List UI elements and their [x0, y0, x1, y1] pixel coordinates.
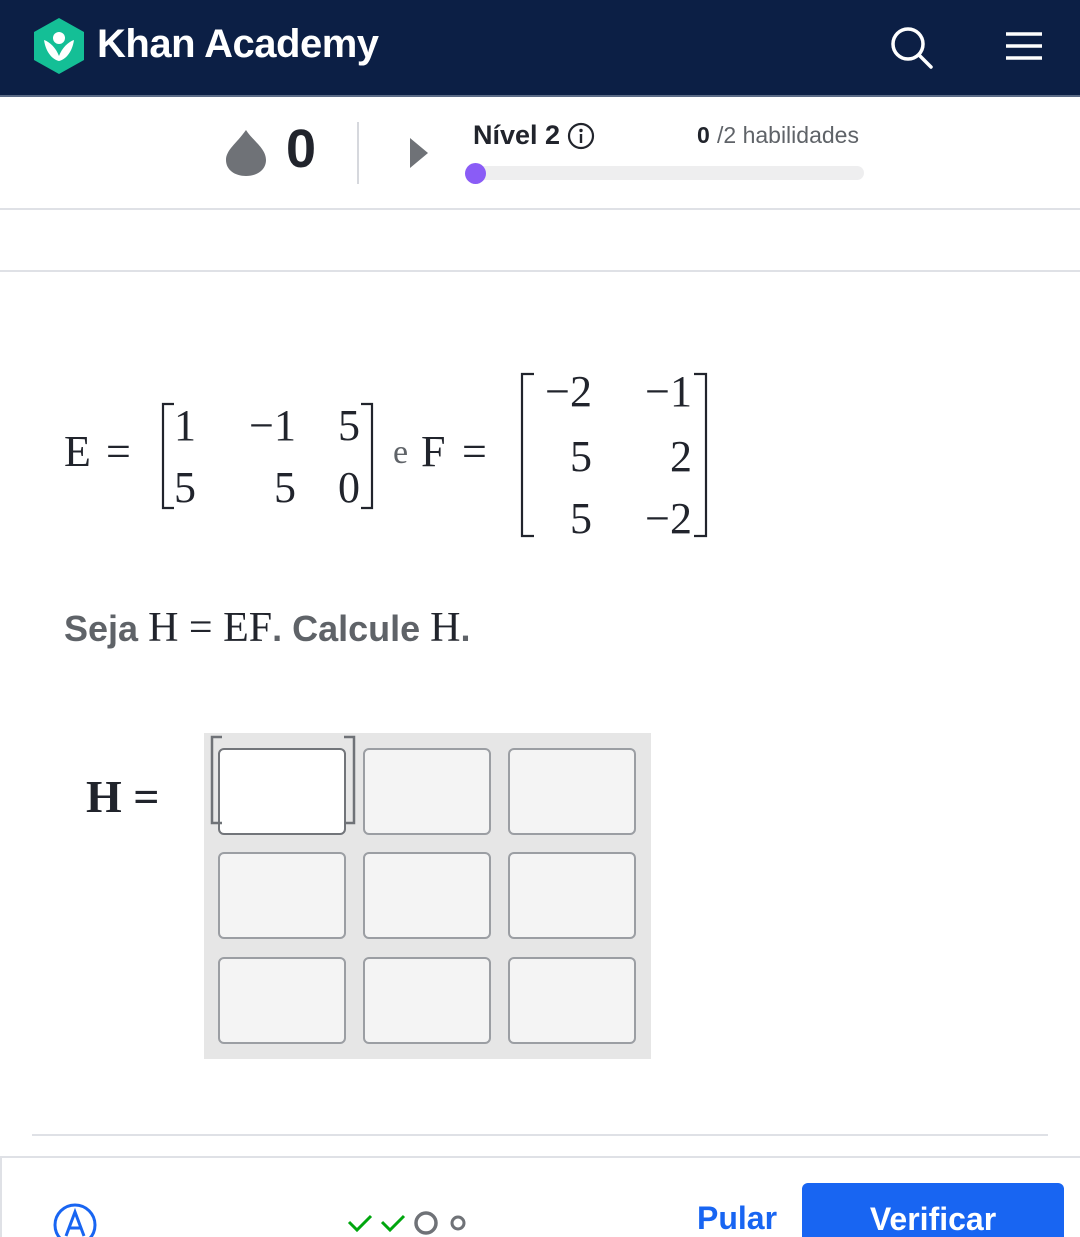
- matrix-f-name: F: [421, 427, 446, 476]
- streak-count: 0: [286, 119, 317, 179]
- check-button[interactable]: Verificar: [802, 1183, 1064, 1237]
- matrix-f-cell: −2: [545, 367, 592, 416]
- matrix-f-cell: 2: [670, 432, 692, 481]
- matrix-e-cell: 1: [174, 401, 196, 450]
- answer-cell-input[interactable]: [218, 852, 346, 939]
- hamburger-menu-icon[interactable]: [998, 24, 1050, 72]
- answer-cell-input[interactable]: [218, 957, 346, 1044]
- answer-cell-input[interactable]: [363, 852, 491, 939]
- progress-strip: [0, 98, 1080, 210]
- level-progress-indicator: [465, 163, 486, 184]
- answer-cell-input[interactable]: [508, 748, 636, 835]
- matrix-f-cell: 5: [570, 432, 592, 481]
- matrix-e-cell: 5: [274, 463, 296, 512]
- section-divider: [0, 270, 1080, 272]
- connector-e: e: [393, 434, 409, 471]
- progress-marks: [346, 1208, 476, 1237]
- statement-suffix: .: [460, 608, 471, 649]
- matrix-e-cell: 0: [338, 463, 360, 512]
- level-progress-bar: [466, 166, 864, 180]
- top-navigation-bar: [0, 0, 1080, 97]
- statement-middle: . Calcule: [272, 608, 431, 649]
- accessibility-a-icon[interactable]: [52, 1202, 98, 1237]
- flame-icon: [224, 128, 268, 176]
- statement-math: H: [430, 605, 461, 651]
- matrix-f-cell: −2: [645, 494, 692, 543]
- problem-statement: [64, 604, 471, 652]
- khan-academy-logo-icon[interactable]: [32, 16, 86, 76]
- equals-sign: =: [462, 427, 487, 476]
- equals-sign: =: [106, 427, 131, 476]
- matrix-e-right-bracket: [359, 402, 375, 510]
- matrix-f-cell: 5: [570, 494, 592, 543]
- answer-matrix-grid: [204, 733, 651, 1059]
- matrix-e-cell: 5: [174, 463, 196, 512]
- answer-cell-input[interactable]: [508, 957, 636, 1044]
- matrix-e-cell: 5: [338, 401, 360, 450]
- statement-prefix: Seja: [64, 608, 149, 649]
- divider: [357, 122, 359, 184]
- matrix-f-cell: −1: [645, 367, 692, 416]
- matrix-e-name: E: [64, 427, 91, 476]
- skip-button[interactable]: Pular: [697, 1200, 778, 1236]
- search-icon[interactable]: [886, 22, 938, 74]
- statement-math: H = EF: [148, 605, 273, 651]
- answer-label: H =: [86, 771, 160, 822]
- info-icon[interactable]: [567, 122, 595, 150]
- content-divider: [32, 1134, 1048, 1136]
- skills-done-count: 0: [697, 122, 710, 148]
- skills-total-label: /2 habilidades: [717, 122, 859, 148]
- matrix-f-right-bracket: [692, 372, 710, 538]
- level-label: Nível 2: [473, 120, 561, 150]
- answer-cell-input[interactable]: [363, 748, 491, 835]
- matrix-e-cell: −1: [249, 401, 296, 450]
- matrix-brackets: [210, 735, 356, 827]
- answer-cell-input[interactable]: [363, 957, 491, 1044]
- play-arrow-icon[interactable]: [408, 136, 430, 170]
- brand-name[interactable]: Khan Academy: [97, 22, 379, 66]
- answer-cell-input[interactable]: [508, 852, 636, 939]
